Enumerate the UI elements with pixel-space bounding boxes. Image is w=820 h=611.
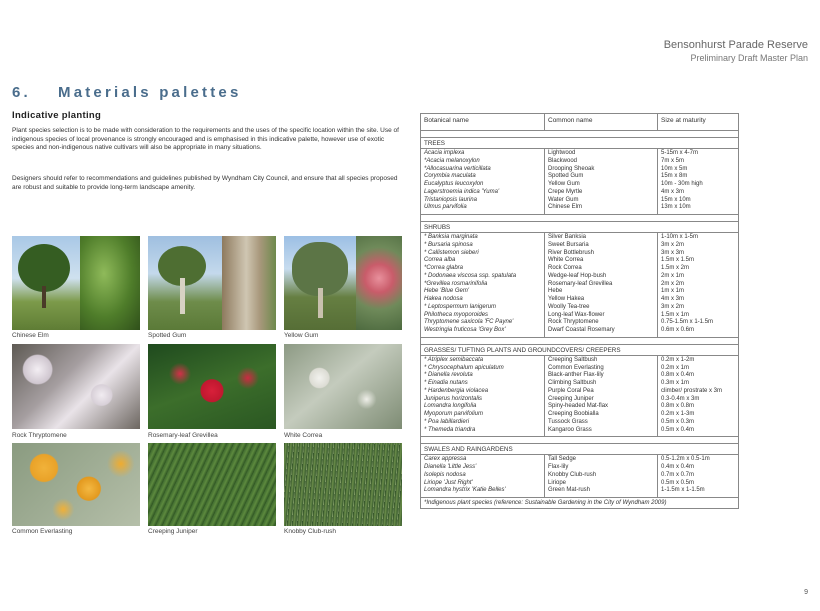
- size-cell: 0.3m x 1m: [661, 380, 690, 386]
- page-number: 9: [804, 589, 808, 596]
- botanical-name-cell: *Grevillea rosmarinifolia: [424, 280, 488, 287]
- photo-chinese-elm: [12, 236, 140, 330]
- table-header-row: [421, 114, 738, 131]
- common-name-cell: Sweet Bursaria: [548, 241, 589, 248]
- size-cell: 15m x 10m: [661, 196, 691, 203]
- group-title: TREES: [421, 138, 738, 149]
- botanical-name-cell: Correa alba: [424, 257, 456, 264]
- common-name-cell: Kangaroo Grass: [548, 426, 592, 433]
- group-title: GRASSES/ TUFTING PLANTS AND GROUNDCOVERS/ CREEPERS: [421, 345, 738, 356]
- size-cell: 3m x 3m: [661, 249, 685, 256]
- size-cell: 0.5m x 0.5m: [661, 479, 695, 486]
- group-rows: [421, 149, 738, 215]
- common-name-cell: Spiny-headed Mat-flax: [548, 403, 609, 410]
- group-spacer: [421, 131, 738, 138]
- photo-caption: White Correa: [284, 432, 323, 439]
- report-title: Bensonhurst Parade Reserve: [663, 39, 808, 51]
- size-cell: 15m x 8m: [661, 173, 688, 180]
- size-cell: 1m x 1m: [661, 288, 685, 295]
- photo-caption: Rock Thryptomene: [12, 432, 67, 439]
- botanical-name-cell: * Einadia nutans: [424, 380, 468, 386]
- common-name-cell: Tall Sedge: [548, 456, 577, 463]
- table-column: [658, 233, 736, 337]
- botanical-name-cell: *Acacia melanoxylon: [424, 157, 480, 164]
- size-cell: 13m x 10m: [661, 204, 691, 211]
- size-cell: 1.5m x 1.5m: [661, 257, 695, 264]
- botanical-name-cell: Carex appressa: [424, 456, 467, 463]
- botanical-name-cell: Isolepis nodosa: [424, 471, 466, 478]
- botanical-name-cell: Liriope 'Just Right': [424, 479, 473, 486]
- common-name-cell: Creeping Boobialla: [548, 411, 599, 417]
- group-rows: [421, 233, 738, 338]
- size-cell: 1.5m x 2m: [661, 265, 690, 271]
- common-name-cell: Creeping Juniper: [548, 395, 594, 402]
- size-cell: 10m x 5m: [661, 165, 688, 172]
- photo-common-everlasting: [12, 443, 140, 526]
- table-column: [421, 356, 545, 437]
- botanical-name-cell: Corymbia maculata: [424, 173, 476, 180]
- botanical-name-cell: * Callistemon sieberi: [424, 249, 479, 256]
- size-cell: climber/ prostrate x 3m: [661, 387, 723, 394]
- size-cell: 7m x 5m: [661, 157, 685, 164]
- botanical-name-cell: * Bursaria spinosa: [424, 241, 473, 248]
- botanical-name-cell: Lomandra longifolia: [424, 403, 477, 410]
- common-name-cell: Dwarf Coastal Rosemary: [548, 327, 615, 333]
- section-heading: [12, 84, 242, 101]
- common-name-cell: Climbing Saltbush: [548, 380, 597, 386]
- size-cell: 1-1.5m x 1-1.5m: [661, 487, 705, 494]
- common-name-cell: Rosemary-leaf Grevillea: [548, 280, 613, 287]
- section-number: 6.: [12, 84, 31, 101]
- table-groups: [421, 131, 738, 498]
- botanical-name-cell: *Correa glabra: [424, 265, 464, 271]
- size-cell: 0.5m x 0.3m: [661, 418, 695, 425]
- subheading: Indicative planting: [12, 110, 102, 121]
- common-name-cell: Yellow Gum: [548, 181, 580, 187]
- botanical-name-cell: Philotheca myoporoides: [424, 311, 489, 318]
- size-cell: 3m x 2m: [661, 303, 685, 310]
- common-name-cell: White Correa: [548, 257, 584, 264]
- common-name-cell: Liriope: [548, 479, 567, 486]
- photo-caption: Common Everlasting: [12, 528, 73, 535]
- size-cell: 0.7m x 0.7m: [661, 471, 695, 478]
- botanical-name-cell: Hakea nodosa: [424, 296, 463, 302]
- size-cell: 5-15m x 4-7m: [661, 150, 699, 156]
- table-column: [545, 356, 658, 437]
- size-cell: 3m x 2m: [661, 241, 685, 248]
- table-column: [545, 455, 658, 497]
- common-name-cell: Creeping Saltbush: [548, 356, 598, 363]
- size-cell: 0.5-1.2m x 0.5-1m: [661, 456, 710, 463]
- common-name-cell: Knobby Club-rush: [548, 471, 597, 478]
- botanical-name-cell: Myoporum parvifolium: [424, 411, 484, 417]
- botanical-name-cell: Tristaniopsis laurina: [424, 196, 477, 203]
- common-name-cell: Hebe: [548, 288, 563, 295]
- size-cell: 4m x 3m: [661, 296, 685, 302]
- botanical-name-cell: * Atriplex semibaccata: [424, 356, 484, 363]
- common-name-cell: Common Everlasting: [548, 364, 604, 371]
- photo-knobby-club-rush: [284, 443, 402, 526]
- group-spacer: [421, 437, 738, 444]
- size-cell: 0.8m x 0.4m: [661, 372, 695, 379]
- size-cell: 0.8m x 0.8m: [661, 403, 695, 410]
- guideline-paragraph: Designers should refer to recommendations and guidelines published by Wyndham City Council, and ensure that all species proposed are robust and suitable to provide long-term landscape amenity.: [12, 175, 398, 191]
- plant-schedule-table: [420, 113, 739, 509]
- botanical-name-cell: Hebe 'Blue Gem': [424, 288, 469, 295]
- report-header: [664, 38, 808, 64]
- botanical-name-cell: Ulmus parvifolia: [424, 204, 467, 211]
- size-cell: 0.2m x 1-3m: [661, 411, 695, 417]
- botanical-name-cell: * Themeda triandra: [424, 426, 476, 433]
- botanical-name-cell: Thryptomene saxicola 'FC Payne': [424, 319, 514, 326]
- botanical-name-cell: Dianella 'Little Jess': [424, 464, 477, 470]
- table-column: [658, 356, 736, 437]
- common-name-cell: Long-leaf Wax-flower: [548, 311, 605, 318]
- common-name-cell: Rock Correa: [548, 265, 582, 271]
- photo-caption: Knobby Club-rush: [284, 528, 337, 535]
- size-cell: 2m x 2m: [661, 280, 685, 287]
- botanical-name-cell: * Dodonaea viscosa ssp. spatulata: [424, 272, 517, 279]
- photo-white-correa: [284, 344, 402, 429]
- group-rows: [421, 356, 738, 438]
- column-header-botanical: Botanical name: [421, 114, 545, 130]
- table-column: [658, 455, 736, 497]
- photo-caption: Rosemary-leaf Grevillea: [148, 432, 218, 439]
- size-cell: 10m - 30m high: [661, 181, 703, 187]
- common-name-cell: Woolly Tea-tree: [548, 303, 590, 310]
- group-rows: [421, 455, 738, 498]
- common-name-cell: Wedge-leaf Hop-bush: [548, 272, 607, 279]
- group-title: SHRUBS: [421, 222, 738, 233]
- photo-creeping-juniper: [148, 443, 276, 526]
- common-name-cell: Drooping Sheoak: [548, 165, 595, 172]
- column-header-common: Common name: [545, 114, 658, 130]
- common-name-cell: Silver Banksia: [548, 234, 587, 240]
- photo-caption: Creeping Juniper: [148, 528, 198, 535]
- size-cell: 2m x 1m: [661, 272, 685, 279]
- size-cell: 1.5m x 1m: [661, 311, 690, 318]
- size-cell: 0.3-0.4m x 3m: [661, 395, 700, 402]
- table-column: [421, 233, 545, 337]
- photo-caption: Chinese Elm: [12, 332, 49, 339]
- common-name-cell: Purple Coral Pea: [548, 387, 594, 394]
- size-cell: 4m x 3m: [661, 188, 685, 195]
- common-name-cell: Tussock Grass: [548, 418, 588, 425]
- common-name-cell: Spotted Gum: [548, 173, 584, 180]
- table-column: [545, 233, 658, 337]
- botanical-name-cell: * Poa labillardieri: [424, 418, 470, 425]
- size-cell: 0.5m x 0.4m: [661, 426, 695, 433]
- table-column: [658, 149, 736, 214]
- botanical-name-cell: * Chrysocephalum apiculatum: [424, 364, 504, 371]
- botanical-name-cell: * Banksia marginata: [424, 234, 478, 240]
- size-cell: 0.6m x 0.6m: [661, 327, 695, 333]
- common-name-cell: Black-anther Flax-lily: [548, 372, 604, 379]
- common-name-cell: Green Mat-rush: [548, 487, 591, 494]
- botanical-name-cell: * Leptospermum lanigerum: [424, 303, 497, 310]
- size-cell: 0.4m x 0.4m: [661, 464, 695, 470]
- photo-caption: Yellow Gum: [284, 332, 319, 339]
- common-name-cell: Yellow Hakea: [548, 296, 585, 302]
- size-cell: 1-10m x 1-5m: [661, 234, 699, 240]
- common-name-cell: Crepe Myrtle: [548, 188, 583, 195]
- common-name-cell: Lightwood: [548, 150, 576, 156]
- botanical-name-cell: * Hardenbergia violacea: [424, 387, 489, 394]
- column-header-size: Size at maturity: [661, 117, 706, 124]
- photo-yellow-gum: [284, 236, 402, 330]
- common-name-cell: Water Gum: [548, 196, 579, 203]
- botanical-name-cell: Eucalyptus leucoxylon: [424, 181, 484, 187]
- table-column: [421, 455, 545, 497]
- size-cell: 0.2m x 1-2m: [661, 356, 695, 363]
- common-name-cell: Chinese Elm: [548, 204, 583, 211]
- botanical-name-cell: Juniperus horizontalis: [424, 395, 483, 402]
- common-name-cell: Rock Thryptomene: [548, 319, 599, 326]
- table-column: [545, 149, 658, 214]
- common-name-cell: Blackwood: [548, 157, 578, 164]
- section-title: Materials palettes: [58, 84, 242, 101]
- size-cell: 0.2m x 1m: [661, 364, 690, 371]
- group-spacer: [421, 338, 738, 345]
- common-name-cell: Flax-lily: [548, 464, 569, 470]
- group-title: SWALES AND RAINGARDENS: [421, 444, 738, 455]
- photo-caption: Spotted Gum: [148, 332, 187, 339]
- group-spacer: [421, 215, 738, 222]
- botanical-name-cell: Westringia fruticosa 'Grey Box': [424, 327, 506, 333]
- botanical-name-cell: Lomandra hystrix 'Katie Belles': [424, 487, 506, 494]
- table-footnote: *Indigenous plant species (reference: Sustainable Gardening in the City of Wyndham 2009): [424, 500, 667, 506]
- intro-paragraph: Plant species selection is to be made with consideration to the requirements and the uses of the specific location within the site. Use of indigenous species of local provenance is strongly encouraged and is emphasised in this indicative palette, however use of exotic species and non-indigenous native cultivars will also be appropriate in many situations.: [12, 127, 399, 152]
- common-name-cell: River Bottlebrush: [548, 249, 595, 256]
- size-cell: 0.75-1.5m x 1-1.5m: [661, 319, 714, 326]
- botanical-name-cell: *Allocasuarina verticillata: [424, 165, 491, 172]
- report-subtitle: Preliminary Draft Master Plan: [690, 53, 808, 63]
- botanical-name-cell: Lagerstroemia indica 'Yuma': [424, 188, 500, 195]
- botanical-name-cell: Acacia implexa: [424, 150, 465, 156]
- photo-rosemary-leaf-grevillea: [148, 344, 276, 429]
- photo-rock-thryptomene: [12, 344, 140, 429]
- table-column: [421, 149, 545, 214]
- photo-spotted-gum: [148, 236, 276, 330]
- botanical-name-cell: * Dianella revoluta: [424, 372, 473, 379]
